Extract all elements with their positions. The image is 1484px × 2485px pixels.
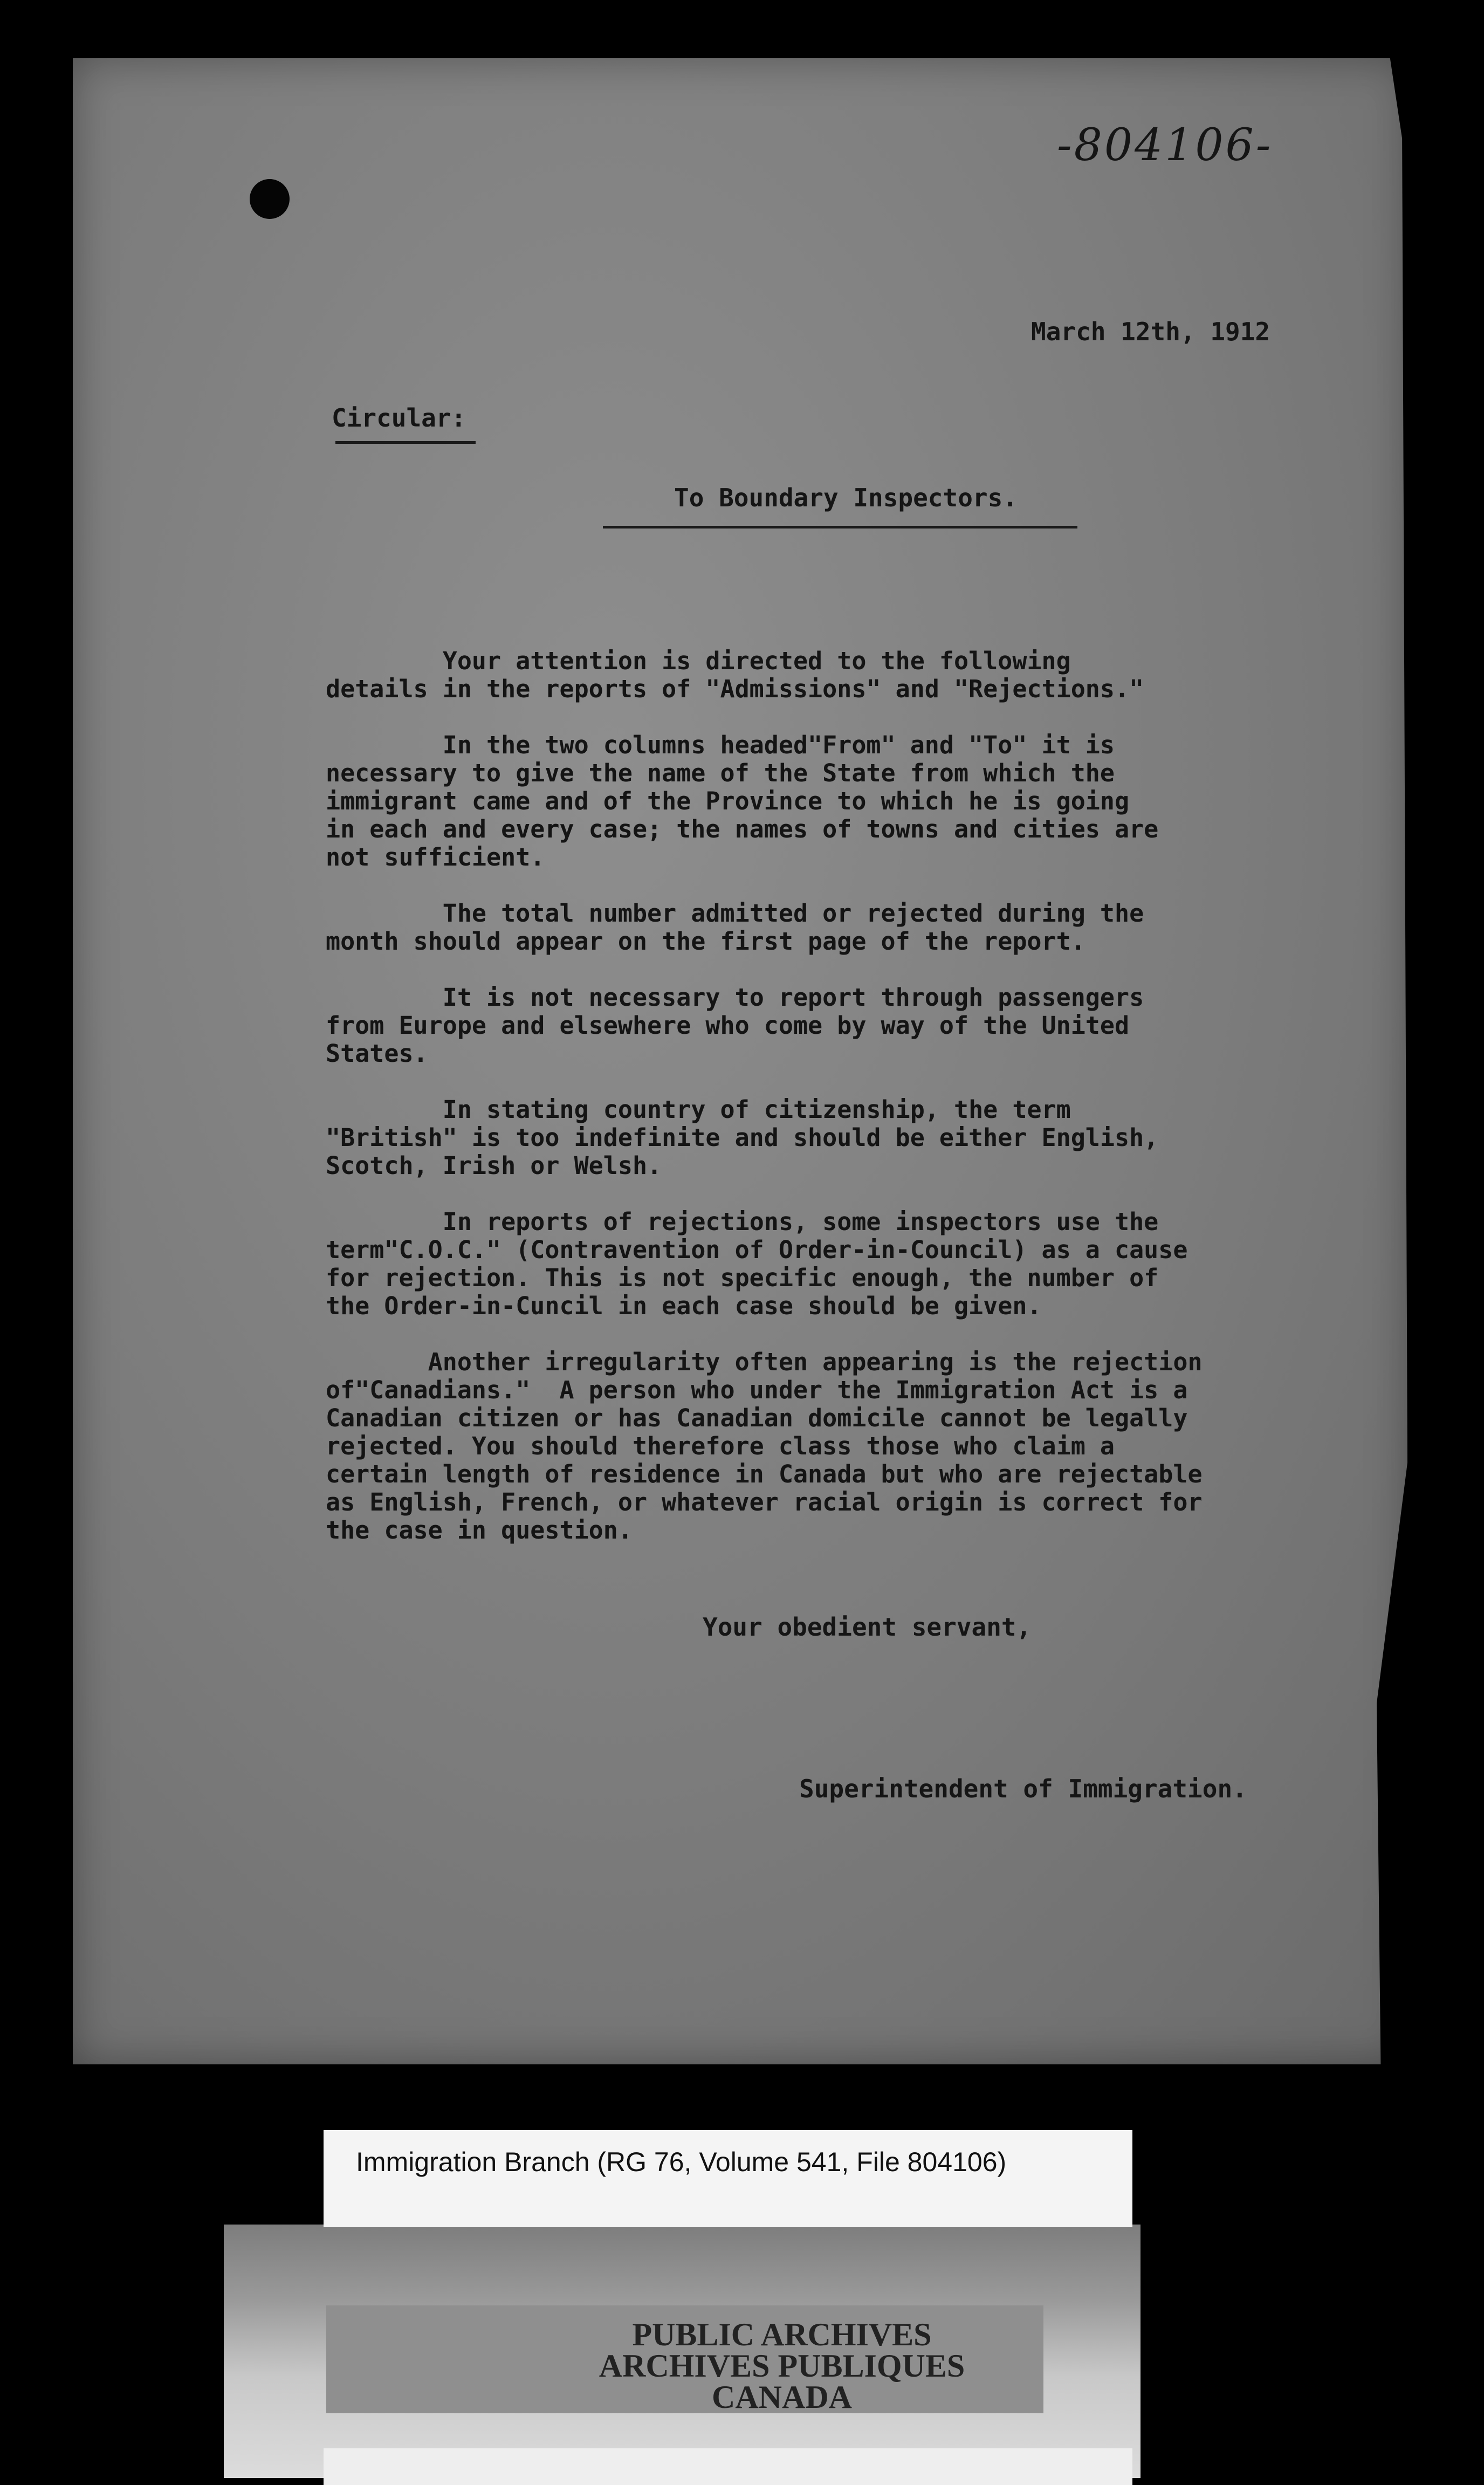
paragraph-7: Another irregularity often appearing is the rejection of"Canadians." A person who under the Immigration Act is a Canadian citizen or has Canadian domicile cannot be legally rejected. You should therefore class those who claim a certain length of residence in Canada but who are rejectable as English, French, or whatever racial origin is correct for the case in question. — [326, 1348, 1203, 1544]
letter-body — [326, 647, 1339, 1573]
stamp-line-3: CANADA — [712, 2379, 852, 2415]
archives-stamp — [539, 2319, 1025, 2413]
punch-hole — [250, 179, 290, 219]
closing: Your obedient servant, — [703, 1612, 1032, 1642]
stamp-line-2: ARCHIVES PUBLIQUES — [599, 2348, 965, 2384]
paragraph-1: Your attention is directed to the following details in the reports of "Admissions" and "Rejections." — [326, 647, 1144, 703]
paragraph-5: In stating country of citizenship, the term "British" is too indefinite and should be either English, Scotch, Irish or Welsh. — [326, 1095, 1159, 1180]
archive-label-text: Immigration Branch (RG 76, Volume 541, File 804106) — [356, 2147, 1007, 2177]
archive-label — [324, 2130, 1132, 2227]
addressee: To Boundary Inspectors. — [674, 483, 1018, 512]
bottom-label-strip — [324, 2448, 1132, 2485]
signature-line: Superintendent of Immigration. — [799, 1774, 1247, 1803]
handwritten-file-number: -804106- — [1057, 120, 1273, 171]
paragraph-3: The total number admitted or rejected during the month should appear on the first page of the report. — [326, 899, 1144, 956]
circular-underline — [335, 441, 476, 444]
paragraph-2: In the two columns headed"From" and "To" it is necessary to give the name of the State from which the immigrant came and of the Province to which he is going in each and every case; the names of towns and cities are not sufficient. — [326, 731, 1159, 871]
stamp-line-1: PUBLIC ARCHIVES — [632, 2317, 932, 2352]
letter-date: March 12th, 1912 — [1031, 317, 1270, 346]
circular-heading: Circular: — [332, 403, 466, 433]
paragraph-6: In reports of rejections, some inspectors use the term"C.O.C." (Contravention of Order-in-Council) as a cause for rejection. This is not specific enough, the number of the Order-in-Cuncil in each case should be given. — [326, 1207, 1188, 1320]
addressee-underline — [603, 526, 1077, 528]
paragraph-4: It is not necessary to report through passengers from Europe and elsewhere who come by way of the United States. — [326, 983, 1144, 1068]
